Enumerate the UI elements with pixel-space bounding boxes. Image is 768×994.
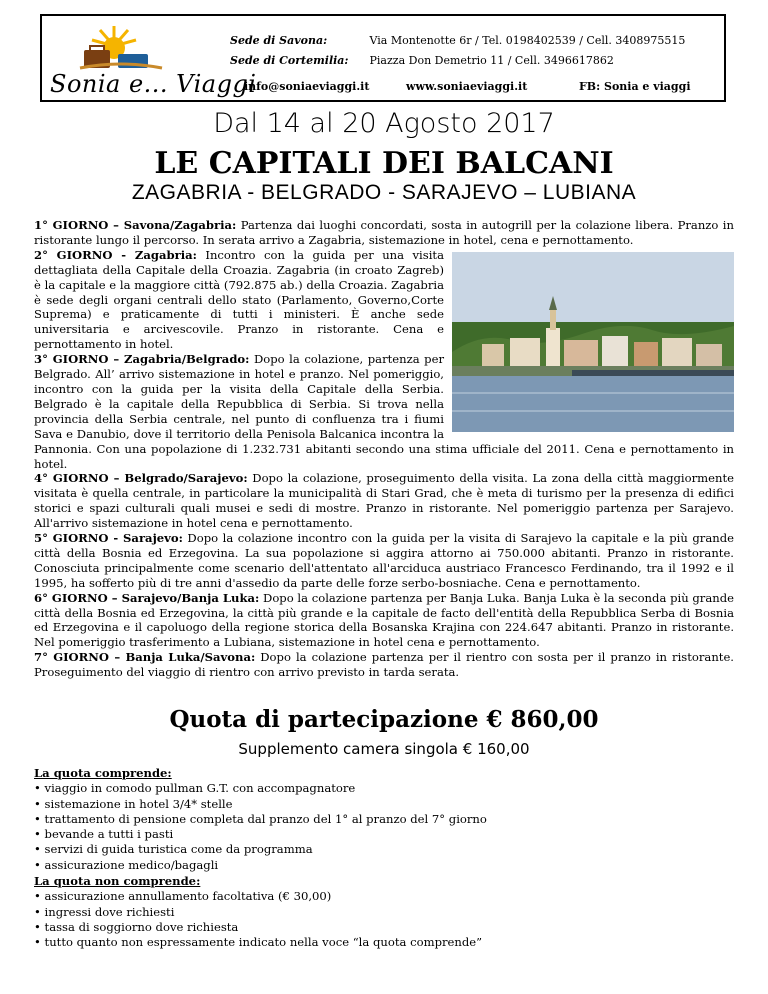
sede-savona-row	[230, 34, 685, 47]
price-heading: Quota di partecipazione € 860,00	[169, 706, 599, 733]
facebook-link[interactable]: FB: Sonia e viaggi	[579, 80, 691, 93]
day-5	[34, 531, 734, 591]
day-4	[34, 471, 734, 531]
list-item: • bevande a tutti i pasti	[34, 827, 734, 842]
day-6-text: Dopo la colazione partenza per Banja Luka. Banja Luka è la seconda più grande città della Bosnia ed Erzegovina, la città più grande e la capitale de facto dell'entità della Repubblica Serba di Bosnia ed Erzegovina e il capoluogo della regione storica della Bosanska Krajina con 224.647 abitanti. Pranzo in ristorante. Nel pomeriggio trasferimento a Lubiana, sistemazione in hotel cena e pernottamento.	[34, 590, 734, 650]
sede-savona-label: Sede di Savona:	[230, 34, 328, 47]
list-item: • sistemazione in hotel 3/4* stelle	[34, 797, 734, 812]
sun-suitcase-logo-icon	[76, 24, 166, 72]
day-2-head: 2° GIORNO - Zagabria:	[34, 247, 197, 262]
sede-cortemilia-label: Sede di Cortemilia:	[230, 54, 349, 67]
list-item: • ingressi dove richiesti	[34, 905, 734, 920]
day-3-text: Dopo la colazione, partenza per Belgrado. All’ arrivo sistemazione in hotel e pranzo. Nel pomeriggio, incontro con la guida per la visita della Capitale della Serbia. Belgrado è la capitale della Repubblica di Serbia. Si trova nella provincia della Serbia centrale, nel punto di confluenza tra i fiumi Sava e Danubio, dove il territorio della Penisola Balcanica incontra la Pannonia. Con una popolazione di 1.232.731 abitanti secondo una stima ufficiale del 2011. Cena e pernottamento in hotel.	[34, 352, 734, 471]
trip-subtitle: ZAGABRIA - BELGRADO - SARAJEVO – LUBIANA	[131, 181, 637, 204]
list-item: • trattamento di pensione completa dal pranzo del 1° al pranzo del 7° giorno	[34, 812, 734, 827]
excluded-section	[34, 874, 734, 950]
excluded-list	[34, 889, 734, 950]
email-link[interactable]: info@soniaeviaggi.it	[244, 80, 370, 93]
list-item: • tassa di soggiorno dove richiesta	[34, 920, 734, 935]
excluded-title: La quota non comprende:	[34, 874, 201, 888]
day-5-head: 5° GIORNO - Sarajevo:	[34, 531, 183, 546]
day-4-text: Dopo la colazione, proseguimento della visita. La zona della città maggiormente visitata è quella centrale, in particolare la municipalità di Stari Grad, che è meta di turismo per la presenza di edifici storici e spazi culturali quali musei e sedi di mostre. Pranzo in ristorante. Nel pomeriggio partenza per Sarajevo. All'arrivo sistemazione in hotel cena e pernottamento.	[34, 471, 734, 531]
included-section	[34, 766, 734, 873]
sede-savona-address: Via Montenotte 6r / Tel. 0198402539 / Cell. 3408975515	[369, 34, 686, 47]
included-list	[34, 781, 734, 873]
list-item: • assicurazione medico/bagagli	[34, 858, 734, 873]
day-7-head: 7° GIORNO – Banja Luka/Savona:	[34, 650, 256, 665]
list-item: • assicurazione annullamento facoltativa (€ 30,00)	[34, 889, 734, 904]
day-1-text: Partenza dai luoghi concordati, sosta in autogrill per la colazione libera. Pranzo in ristorante lungo il percorso. In serata arrivo a Zagabria, sistemazione in hotel, cena e pernottamento.	[34, 218, 734, 247]
day-1-head: 1° GIORNO – Savona/Zagabria:	[34, 218, 237, 232]
website-link[interactable]: www.soniaeviaggi.it	[406, 80, 528, 93]
sede-cortemilia-row	[230, 54, 614, 67]
trip-dates: Dal 14 al 20 Agosto 2017	[213, 108, 555, 139]
day-7	[34, 650, 734, 680]
list-item: • servizi di guida turistica come da programma	[34, 842, 734, 857]
trip-title: LE CAPITALI DEI BALCANI	[154, 146, 614, 181]
logo-text: Sonia e... Viaggi	[50, 70, 257, 98]
day-2-text: Incontro con la guida per una visita dettagliata della Capitale della Croazia. Zagabria (in croato Zagreb) è la capitale e la maggiore città (792.875 ab.) della Croazia. Zagabria è sede degli organi centrali dello stato (Parlamento, Governo,Corte Suprema) e praticamente di tutti i ministeri. È anche sede universitaria e arcivescovile. Pranzo in ristorante. Cena e pernottamento in hotel.	[34, 247, 444, 352]
list-item: • tutto quanto non espressamente indicato nella voce “la quota comprende”	[34, 935, 734, 950]
included-title: La quota comprende:	[34, 766, 172, 780]
day-3-head: 3° GIORNO – Zagabria/Belgrado:	[34, 352, 250, 367]
day-6	[34, 591, 734, 651]
itinerary	[34, 218, 734, 680]
day-1	[34, 218, 734, 248]
single-room-supplement: Supplemento camera singola € 160,00	[238, 740, 530, 758]
day-4-head: 4° GIORNO – Belgrado/Sarajevo:	[34, 471, 248, 486]
day-7-text: Dopo la colazione partenza per il rientro con sosta per il pranzo in ristorante. Proseguimento del viaggio di rientro con arrivo previsto in tarda serata.	[34, 650, 734, 680]
day-6-head: 6° GIORNO – Sarajevo/Banja Luka:	[34, 590, 260, 605]
day-5-text: Dopo la colazione incontro con la guida per la visita di Sarajevo la capitale e la più grande città della Bosnia ed Erzegovina. La sua popolazione si aggira attorno ai 750.000 abitanti. Pranzo in ristorante. Conosciuta principalmente come scenario dell'attentato all'arciduca austriaco Francesco Ferdinando, tra il 1992 e il 1995, ha sofferto più di tre anni d'assedio da parte delle forze serbo-bosniache. Cena e pernottamento.	[34, 531, 734, 590]
agency-header	[40, 14, 726, 102]
list-item: • viaggio in comodo pullman G.T. con accompagnatore	[34, 781, 734, 796]
belgrade-city-photo	[452, 252, 734, 432]
agency-logo	[48, 22, 257, 98]
sede-cortemilia-address: Piazza Don Demetrio 11 / Cell. 3496617862	[369, 54, 614, 67]
